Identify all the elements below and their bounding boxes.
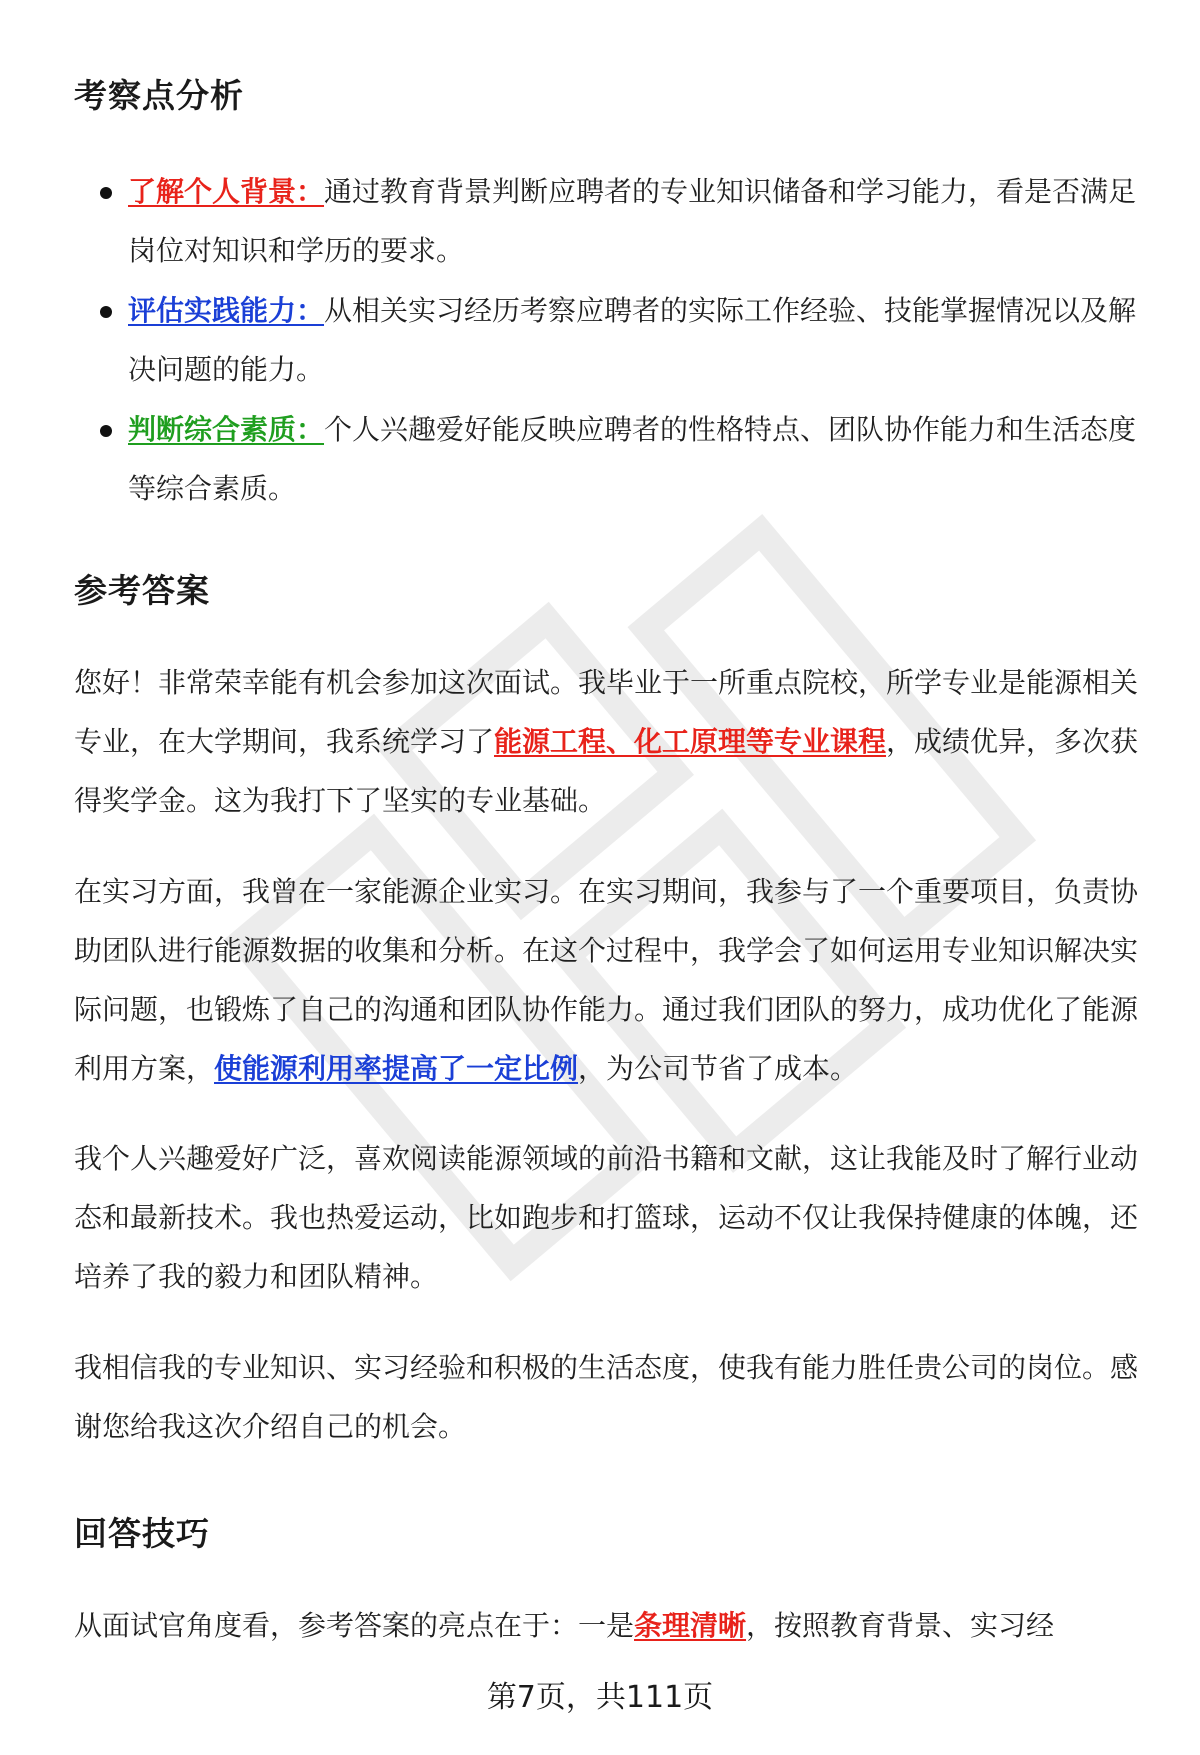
list-item	[74, 281, 1146, 399]
section-title-answer: 参考答案	[74, 571, 210, 610]
list-item	[74, 400, 1146, 518]
answer-paragraph-4: 我相信我的专业知识、实习经验和积极的生活态度，使我有能力胜任贵公司的岗位。感谢您给我这次介绍自己的机会。	[74, 1351, 1139, 1443]
tips-paragraph-1	[74, 1596, 1146, 1655]
answer-paragraph-1	[74, 653, 1146, 830]
paragraph-text: 您好！非常荣幸能有机会参加这次面试。我毕业于一所重点院校，所学专业是能源相关专业，在大学期间，我系统学习了	[74, 666, 1139, 758]
analysis-bullet-list	[74, 162, 1146, 519]
paragraph-text: ，成绩优异，多次获得奖学金。这为我打下了坚实的专业基础。	[74, 725, 1139, 817]
paragraph-text: 在实习方面，我曾在一家能源企业实习。在实习期间，我参与了一个重要项目，负责协助团队进行能源数据的收集和分析。在这个过程中，我学会了如何运用专业知识解决实际问题，也锻炼了自己的沟通和团队协作能力。通过我们团队的努力，成功优化了能源利用方案，	[74, 875, 1139, 1085]
section-title-analysis: 考察点分析	[74, 76, 244, 115]
answer-paragraph-3: 我个人兴趣爱好广泛，喜欢阅读能源领域的前沿书籍和文献，这让我能及时了解行业动态和最新技术。我也热爱运动，比如跑步和打篮球，运动不仅让我保持健康的体魄，还培养了我的毅力和团队精神。	[74, 1142, 1139, 1293]
bullet-text: 通过教育背景判断应聘者的专业知识储备和学习能力，看是否满足岗位对知识和学历的要求。	[128, 175, 1137, 267]
highlight-keyword: 能源工程、化工原理等专业课程	[494, 725, 887, 758]
paragraph-text: 从面试官角度看，参考答案的亮点在于：一是	[74, 1609, 635, 1642]
page-number: 第7页，共111页	[486, 1680, 714, 1715]
answer-paragraph-2	[74, 862, 1146, 1098]
paragraph-text: ，为公司节省了成本。	[578, 1052, 859, 1085]
highlight-keyword: 使能源利用率提高了一定比例	[214, 1052, 579, 1085]
bullet-text: 个人兴趣爱好能反映应聘者的性格特点、团队协作能力和生活态度等综合素质。	[128, 413, 1137, 505]
bullet-text: 从相关实习经历考察应聘者的实际工作经验、技能掌握情况以及解决问题的能力。	[128, 294, 1137, 386]
bullet-keyword: 判断综合素质：	[128, 413, 325, 446]
list-item	[74, 162, 1146, 280]
highlight-keyword: 条理清晰	[634, 1609, 747, 1642]
bullet-keyword: 了解个人背景：	[128, 175, 325, 208]
section-title-tips: 回答技巧	[74, 1514, 210, 1553]
bullet-keyword: 评估实践能力：	[128, 294, 325, 327]
paragraph-text: ，按照教育背景、实习经	[746, 1609, 1055, 1642]
